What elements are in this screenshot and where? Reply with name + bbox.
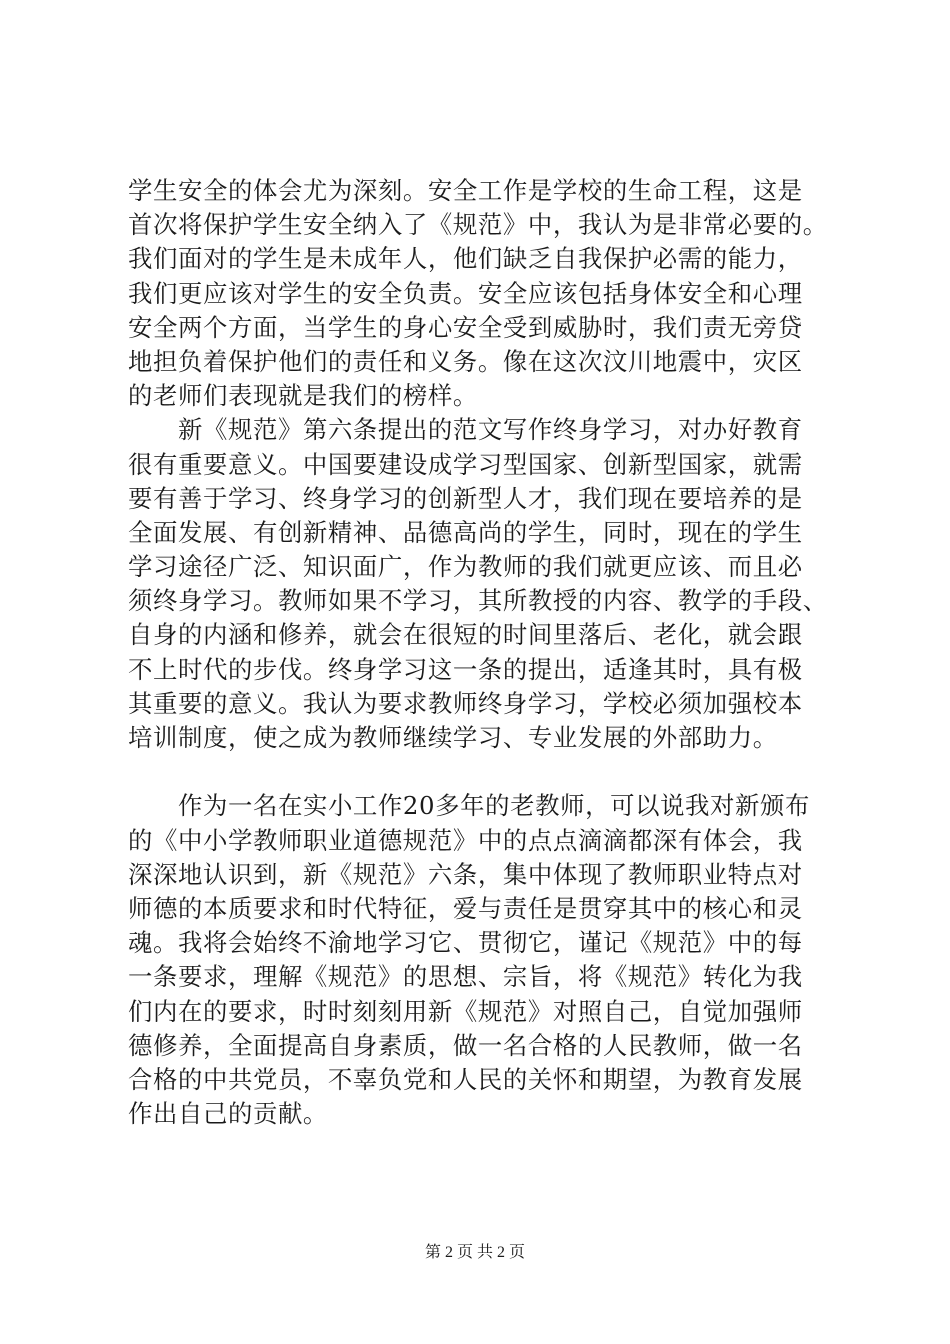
- text-line: 其重要的意义。我认为要求教师终身学习，学校必须加强校本: [128, 688, 803, 718]
- text-line: 新《规范》第六条提出的范文写作终身学习，对办好教育: [178, 415, 803, 445]
- text-line: 们内在的要求，时时刻刻用新《规范》对照自己，自觉加强师: [128, 996, 803, 1026]
- text-line: 很有重要意义。中国要建设成学习型国家、创新型国家，就需: [128, 449, 803, 479]
- text-line: 我们更应该对学生的安全负责。安全应该包括身体安全和心理: [128, 278, 803, 308]
- text-line: 的《中小学教师职业道德规范》中的点点滴滴都深有体会，我: [128, 825, 803, 855]
- text-line: 学习途径广泛、知识面广，作为教师的我们就更应该、而且必: [128, 552, 803, 582]
- text-line: 魂。我将会始终不渝地学习它、贯彻它，谨记《规范》中的每: [128, 928, 803, 958]
- text-line: 师德的本质要求和时代特征，爱与责任是贯穿其中的核心和灵: [128, 893, 803, 923]
- text-line: 我们面对的学生是未成年人，他们缺乏自我保护必需的能力，: [128, 244, 803, 274]
- text-line: 不上时代的步伐。终身学习这一条的提出，适逢其时，具有极: [128, 654, 803, 684]
- paragraph: [128, 174, 828, 413]
- text-line: 作为一名在实小工作20多年的老教师，可以说我对新颁布: [178, 791, 811, 821]
- text-line: 合格的中共党员，不辜负党和人民的关怀和期望，为教育发展: [128, 1064, 803, 1094]
- text-line: 一条要求，理解《规范》的思想、宗旨，将《规范》转化为我: [128, 962, 803, 992]
- text-line: 首次将保护学生安全纳入了《规范》中，我认为是非常必要的。: [128, 210, 828, 240]
- document-body: [128, 174, 828, 1131]
- text-line: 培训制度，使之成为教师继续学习、专业发展的外部助力。: [128, 723, 778, 752]
- text-line: 深深地认识到，新《规范》六条，集中体现了教师职业特点对: [128, 859, 803, 889]
- page-footer: [0, 1242, 950, 1264]
- text-line: 地担负着保护他们的责任和义务。像在这次汶川地震中，灾区: [128, 346, 803, 376]
- text-line: 安全两个方面，当学生的身心安全受到威胁时，我们责无旁贷: [128, 312, 803, 342]
- text-line: 的老师们表现就是我们的榜样。: [128, 381, 478, 411]
- text-line: 学生安全的体会尤为深刻。安全工作是学校的生命工程，这是: [128, 176, 803, 205]
- text-line: 须终身学习。教师如果不学习，其所教授的内容、教学的手段、: [128, 586, 828, 616]
- text-line: 全面发展、有创新精神、品德高尚的学生，同时，现在的学生: [128, 517, 803, 547]
- text-line: 作出自己的贡献。: [128, 1099, 328, 1129]
- text-line: [128, 755, 818, 789]
- paragraph: [128, 789, 818, 1131]
- page-number: 第 2 页 共 2 页: [424, 1244, 525, 1261]
- text-line: 要有善于学习、终身学习的创新型人才，我们现在要培养的是: [128, 483, 803, 513]
- text-line: 德修养，全面提高自身素质，做一名合格的人民教师，做一名: [128, 1030, 803, 1060]
- text-line: 自身的内涵和修养，就会在很短的时间里落后、老化，就会跟: [128, 620, 803, 650]
- paragraph: [128, 413, 828, 789]
